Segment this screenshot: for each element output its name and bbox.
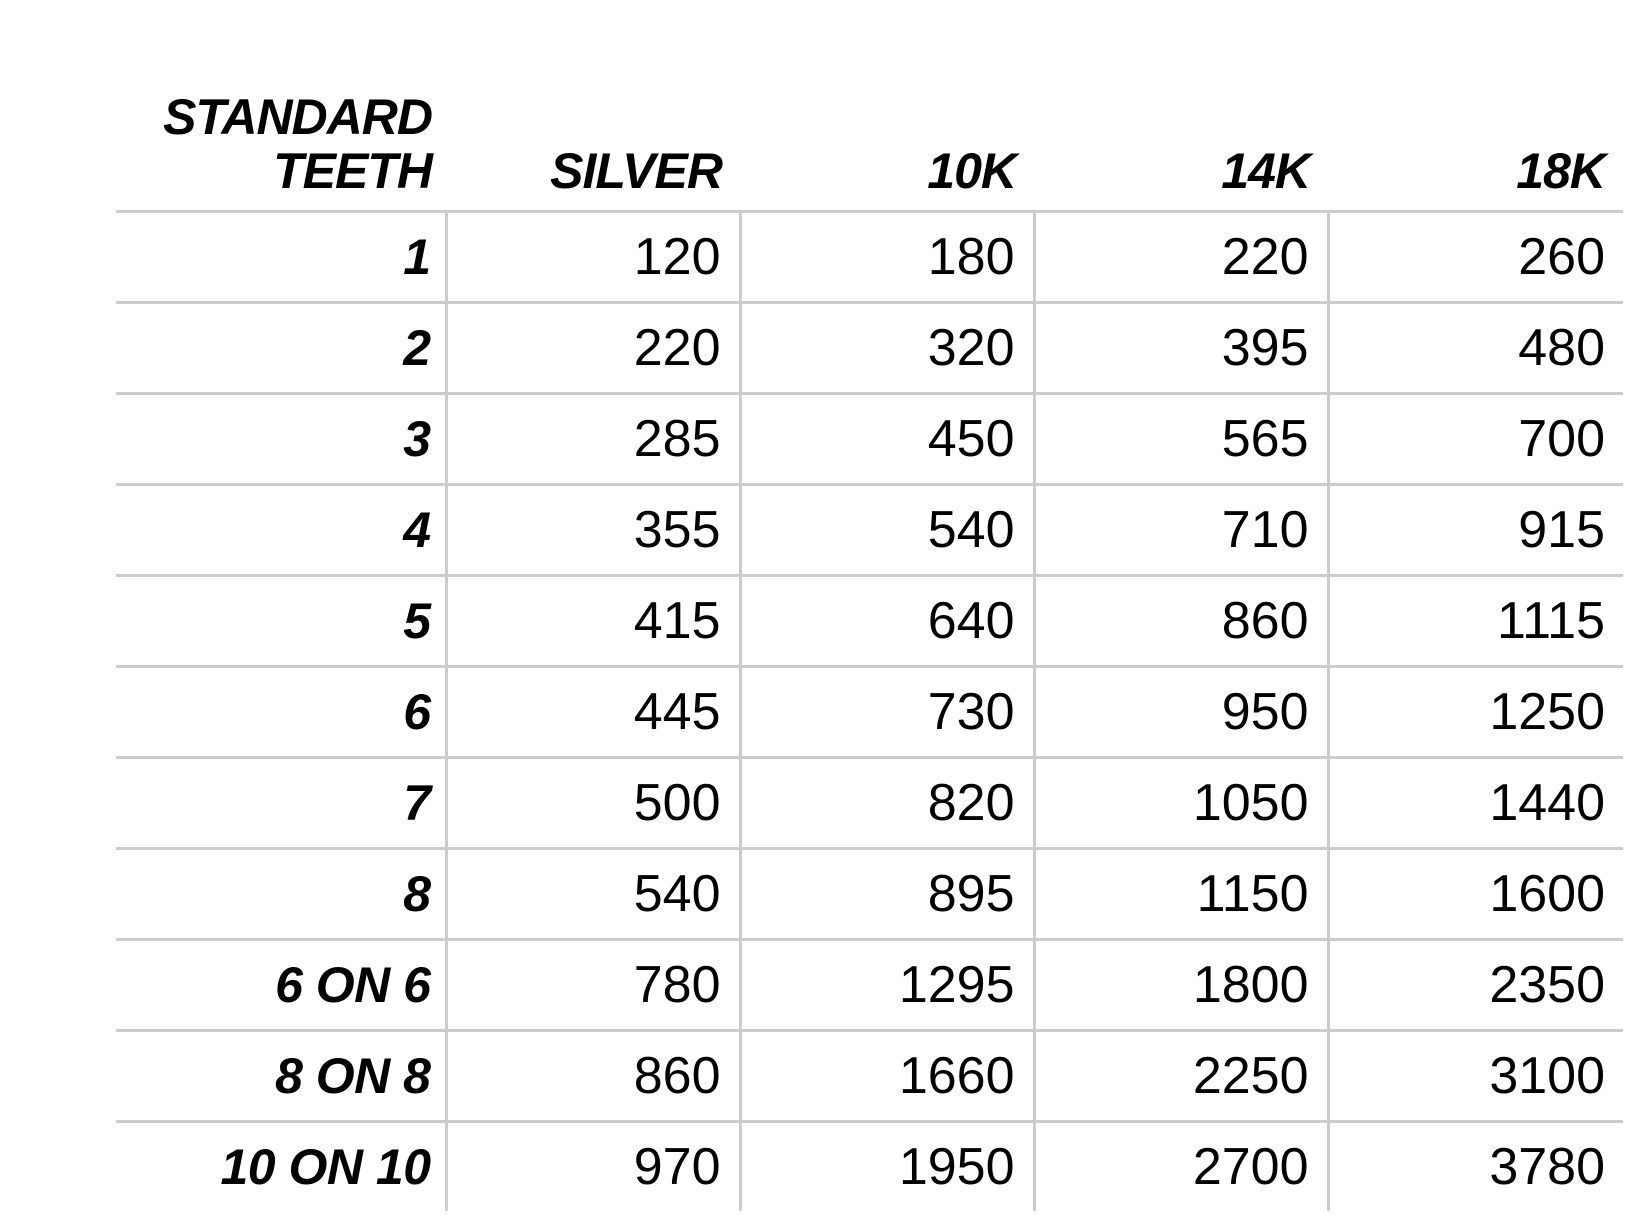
header-14k: 14K bbox=[1034, 62, 1328, 212]
price-cell-18k: 915 bbox=[1328, 485, 1623, 576]
price-cell-10k: 540 bbox=[740, 485, 1034, 576]
price-cell-18k: 1115 bbox=[1328, 576, 1623, 667]
price-cell-silver: 970 bbox=[446, 1122, 740, 1212]
table-row bbox=[116, 758, 1623, 849]
price-cell-18k: 3780 bbox=[1328, 1122, 1623, 1212]
price-cell-10k: 1950 bbox=[740, 1122, 1034, 1212]
table-row bbox=[116, 1122, 1623, 1212]
price-cell-silver: 120 bbox=[446, 212, 740, 303]
price-cell-18k: 3100 bbox=[1328, 1031, 1623, 1122]
price-cell-10k: 895 bbox=[740, 849, 1034, 940]
table-row bbox=[116, 303, 1623, 394]
table-row bbox=[116, 1031, 1623, 1122]
price-cell-18k: 700 bbox=[1328, 394, 1623, 485]
price-cell-18k: 1250 bbox=[1328, 667, 1623, 758]
table-body bbox=[116, 212, 1623, 1212]
row-label: 10 ON 10 bbox=[220, 1139, 431, 1195]
price-cell-10k: 180 bbox=[740, 212, 1034, 303]
price-cell-14k: 565 bbox=[1034, 394, 1328, 485]
price-cell-silver: 500 bbox=[446, 758, 740, 849]
row-label: 8 ON 8 bbox=[116, 1031, 446, 1122]
price-cell-14k: 1150 bbox=[1034, 849, 1328, 940]
header-standard-teeth bbox=[116, 62, 446, 212]
price-cell-14k: 1800 bbox=[1034, 940, 1328, 1031]
price-cell-silver: 415 bbox=[446, 576, 740, 667]
price-cell-10k: 1660 bbox=[740, 1031, 1034, 1122]
row-label: 1 bbox=[116, 212, 446, 303]
price-cell-14k: 710 bbox=[1034, 485, 1328, 576]
price-cell-14k: 220 bbox=[1034, 212, 1328, 303]
price-cell-silver: 540 bbox=[446, 849, 740, 940]
row-label: 8 bbox=[116, 849, 446, 940]
header-label-line2: TEETH bbox=[273, 143, 432, 199]
price-cell-10k: 450 bbox=[740, 394, 1034, 485]
price-cell-14k: 1050 bbox=[1034, 758, 1328, 849]
header-row bbox=[116, 62, 1623, 212]
price-cell-10k: 320 bbox=[740, 303, 1034, 394]
price-cell-14k: 950 bbox=[1034, 667, 1328, 758]
table-row bbox=[116, 212, 1623, 303]
header-10k: 10K bbox=[740, 62, 1034, 212]
price-cell-silver: 780 bbox=[446, 940, 740, 1031]
price-cell-silver: 355 bbox=[446, 485, 740, 576]
price-cell-18k: 480 bbox=[1328, 303, 1623, 394]
price-cell-silver: 285 bbox=[446, 394, 740, 485]
row-label: 4 bbox=[116, 485, 446, 576]
price-cell-10k: 730 bbox=[740, 667, 1034, 758]
row-label: 6 ON 6 bbox=[116, 940, 446, 1031]
header-18k: 18K bbox=[1328, 62, 1623, 212]
price-cell-10k: 640 bbox=[740, 576, 1034, 667]
row-label: 5 bbox=[116, 576, 446, 667]
price-cell-14k: 2250 bbox=[1034, 1031, 1328, 1122]
price-cell-silver: 220 bbox=[446, 303, 740, 394]
row-label: 3 bbox=[116, 394, 446, 485]
price-cell-18k: 260 bbox=[1328, 212, 1623, 303]
price-cell-10k: 820 bbox=[740, 758, 1034, 849]
row-label: 7 bbox=[116, 758, 446, 849]
price-cell-18k: 1440 bbox=[1328, 758, 1623, 849]
price-cell-14k: 2700 bbox=[1034, 1122, 1328, 1212]
table-row bbox=[116, 667, 1623, 758]
price-cell-silver: 860 bbox=[446, 1031, 740, 1122]
table-row bbox=[116, 394, 1623, 485]
header-silver: SILVER bbox=[446, 62, 740, 212]
price-cell-18k: 1600 bbox=[1328, 849, 1623, 940]
header-label-line1: STANDARD bbox=[163, 89, 432, 145]
price-cell-14k: 860 bbox=[1034, 576, 1328, 667]
price-cell-10k: 1295 bbox=[740, 940, 1034, 1031]
price-cell-silver: 445 bbox=[446, 667, 740, 758]
table-row bbox=[116, 940, 1623, 1031]
table-row bbox=[116, 576, 1623, 667]
row-label: 6 bbox=[116, 667, 446, 758]
row-label: 2 bbox=[116, 303, 446, 394]
price-table bbox=[116, 62, 1623, 1211]
table-row bbox=[116, 485, 1623, 576]
price-cell-14k: 395 bbox=[1034, 303, 1328, 394]
table-row bbox=[116, 849, 1623, 940]
price-cell-18k: 2350 bbox=[1328, 940, 1623, 1031]
